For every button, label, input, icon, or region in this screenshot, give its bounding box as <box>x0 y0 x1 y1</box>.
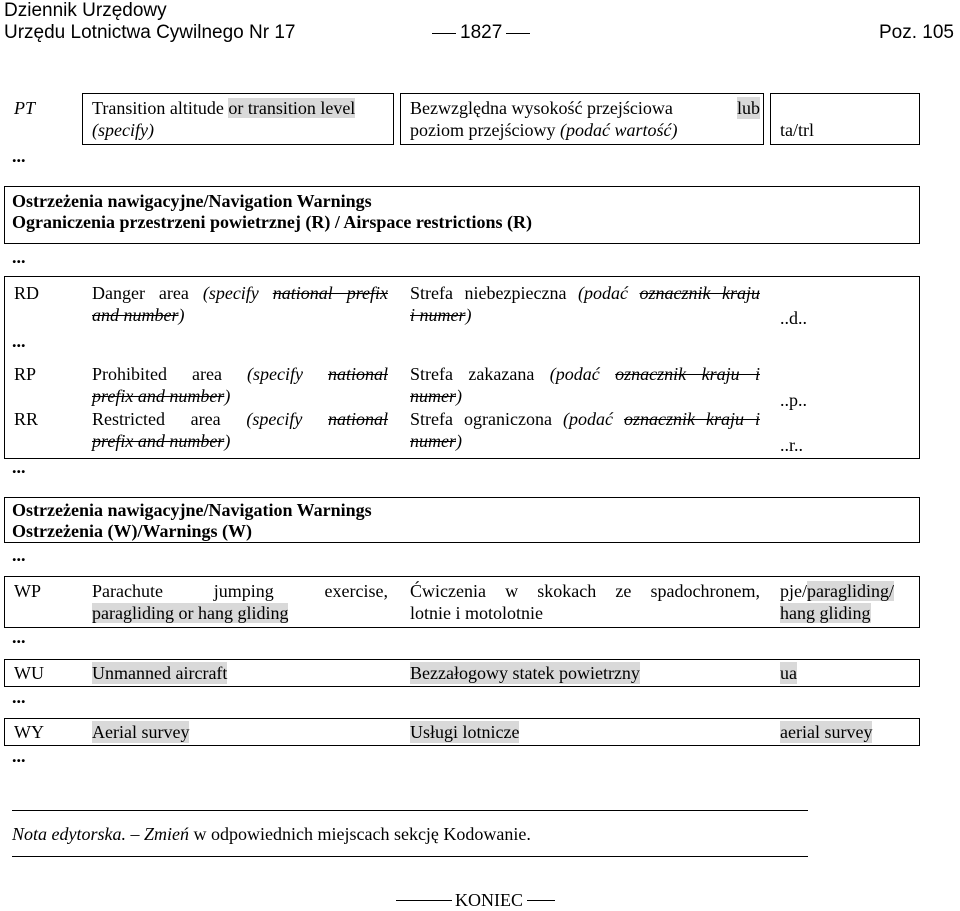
code-rp: RP <box>14 364 37 384</box>
nav-warnings-subtitle-2: Ostrzeżenia (W)/Warnings (W) <box>12 521 252 541</box>
rp-pl: Strefa zakazana <box>410 364 535 384</box>
rd-en-close: ) <box>178 305 185 325</box>
nav-warnings-title-1: Ostrzeżenia nawigacyjne/Navigation Warnings <box>12 191 372 211</box>
journal-title: Dziennik Urzędowy <box>4 0 167 21</box>
ellipsis-3: ... <box>12 331 26 351</box>
rr-abbr: ..r.. <box>780 435 804 455</box>
rp-pl-close: ) <box>456 386 462 406</box>
wp-en-1: Parachute jumping exercise, <box>92 581 388 601</box>
rp-en-strike-2: prefix and number <box>92 386 225 406</box>
rr-en: Restricted area <box>92 409 221 429</box>
pt-pl-1: Bezwzględna wysokość przejściowa <box>410 98 673 118</box>
nav-warnings-subtitle-1: Ograniczenia przestrzeni powietrznej (R) / Airspace restrictions (R) <box>12 212 533 232</box>
note-rule-bottom <box>12 856 808 857</box>
wu-abbr: ua <box>780 663 797 683</box>
restrictions-box <box>4 276 920 459</box>
editorial-note <box>12 823 531 845</box>
rp-abbr: ..p.. <box>780 390 807 410</box>
pt-abbr: ta/trl <box>780 120 814 140</box>
rd-en-strike: and number <box>92 305 179 325</box>
wu-pl: Bezzałogowy statek powietrzny <box>410 663 640 683</box>
rr-en-strike-2: prefix and number <box>92 431 225 451</box>
rp-en-spec: (specify <box>247 364 303 384</box>
rr-pl-strike-1: oznacznik kraju i <box>623 409 760 429</box>
wy-en: Aerial survey <box>92 722 190 742</box>
code-rr: RR <box>14 409 39 429</box>
rr-pl: Strefa ograniczona <box>410 409 552 429</box>
wp-en-text <box>92 580 388 624</box>
ellipsis-5: ... <box>12 545 26 565</box>
page-number: 1827 <box>460 22 503 43</box>
wp-abbr-text <box>780 580 916 624</box>
nav-warnings-title-2: Ostrzeżenia nawigacyjne/Navigation Warnings <box>12 500 372 520</box>
rd-pl-spec: (podać <box>577 283 628 303</box>
rr-pl-spec: (podać <box>562 409 613 429</box>
ellipsis-7: ... <box>12 687 26 707</box>
rr-en-strike-1: national <box>328 409 389 429</box>
rd-en: Danger area <box>92 283 189 303</box>
pt-pl-spec: (podać wartość) <box>559 120 678 140</box>
office-title: Urzędu Lotnictwa Cywilnego Nr 17 <box>4 22 296 43</box>
code-rd: RD <box>14 283 40 303</box>
wp-abbr-hl-2: hang gliding <box>780 603 871 623</box>
rd-abbr: ..d.. <box>780 308 807 328</box>
code-wu: WU <box>14 663 44 683</box>
wp-en-2: paragliding or hang gliding <box>92 603 289 623</box>
wp-pl-text <box>410 580 760 624</box>
rr-pl-strike-2: numer <box>410 431 456 451</box>
page-number-rule-right <box>506 33 530 34</box>
code-wy: WY <box>14 722 44 742</box>
position-number: Poz. 105 <box>879 22 954 43</box>
rp-en-close: ) <box>224 386 231 406</box>
end-rule-right <box>527 900 555 901</box>
ellipsis-8: ... <box>12 746 26 766</box>
pt-en: Transition altitude <box>92 98 224 118</box>
wp-pl-2: lotnie i motolotnie <box>410 603 543 623</box>
pt-en-text <box>92 97 388 141</box>
wy-abbr: aerial survey <box>780 722 873 742</box>
end-rule-left <box>396 900 452 901</box>
note-text: w odpowiednich miejscach sekcję Kodowanie. <box>193 824 531 844</box>
wy-pl: Usługi lotnicze <box>410 722 520 742</box>
rd-pl-strike: i numer <box>410 305 466 325</box>
rp-pl-strike-1: oznacznik kraju i <box>615 364 760 384</box>
ellipsis-4: ... <box>12 457 26 477</box>
ellipsis-1: ... <box>12 146 26 166</box>
rr-pl-close: ) <box>456 431 462 451</box>
note-label: Nota edytorska. – Zmień <box>12 824 189 844</box>
rd-pl: Strefa niebezpieczna <box>410 283 567 303</box>
ellipsis-6: ... <box>12 627 26 647</box>
rp-en-strike-1: national <box>327 364 388 384</box>
wp-pl-1: Ćwiczenia w skokach ze spadochronem, <box>410 581 760 601</box>
pt-en-highlight: or transition level <box>228 98 356 118</box>
rp-en: Prohibited area <box>92 364 222 384</box>
note-rule-top <box>12 810 808 811</box>
rr-en-spec: (specify <box>246 409 303 429</box>
wp-abbr-hl-1: paragliding/ <box>807 581 894 601</box>
wu-en: Unmanned aircraft <box>92 663 228 683</box>
pt-pl-highlight: lub <box>736 98 760 118</box>
wp-abbr-1: pje/ <box>780 581 807 601</box>
rp-pl-spec: (podać <box>549 364 600 384</box>
rd-pl-text: Strefa niebezpieczna (podać oznacznik kraju i numer) <box>410 283 760 325</box>
ellipsis-2: ... <box>12 247 26 267</box>
code-pt: PT <box>14 98 36 118</box>
rd-pl-close: ) <box>465 305 472 325</box>
pt-en-spec: (specify) <box>92 120 154 140</box>
page-number-rule-left <box>432 33 456 34</box>
rr-en-close: ) <box>224 431 231 451</box>
page-header <box>4 0 956 44</box>
rp-pl-strike-2: numer <box>410 386 456 406</box>
rd-en-text: Danger area (specify national prefix and number) <box>92 283 389 325</box>
end-marker: KONIEC <box>455 890 523 910</box>
pt-pl-text <box>410 97 760 141</box>
pt-pl-2: poziom przejściowy <box>410 120 556 140</box>
rd-en-spec: (specify <box>202 283 259 303</box>
code-wp: WP <box>14 581 41 601</box>
